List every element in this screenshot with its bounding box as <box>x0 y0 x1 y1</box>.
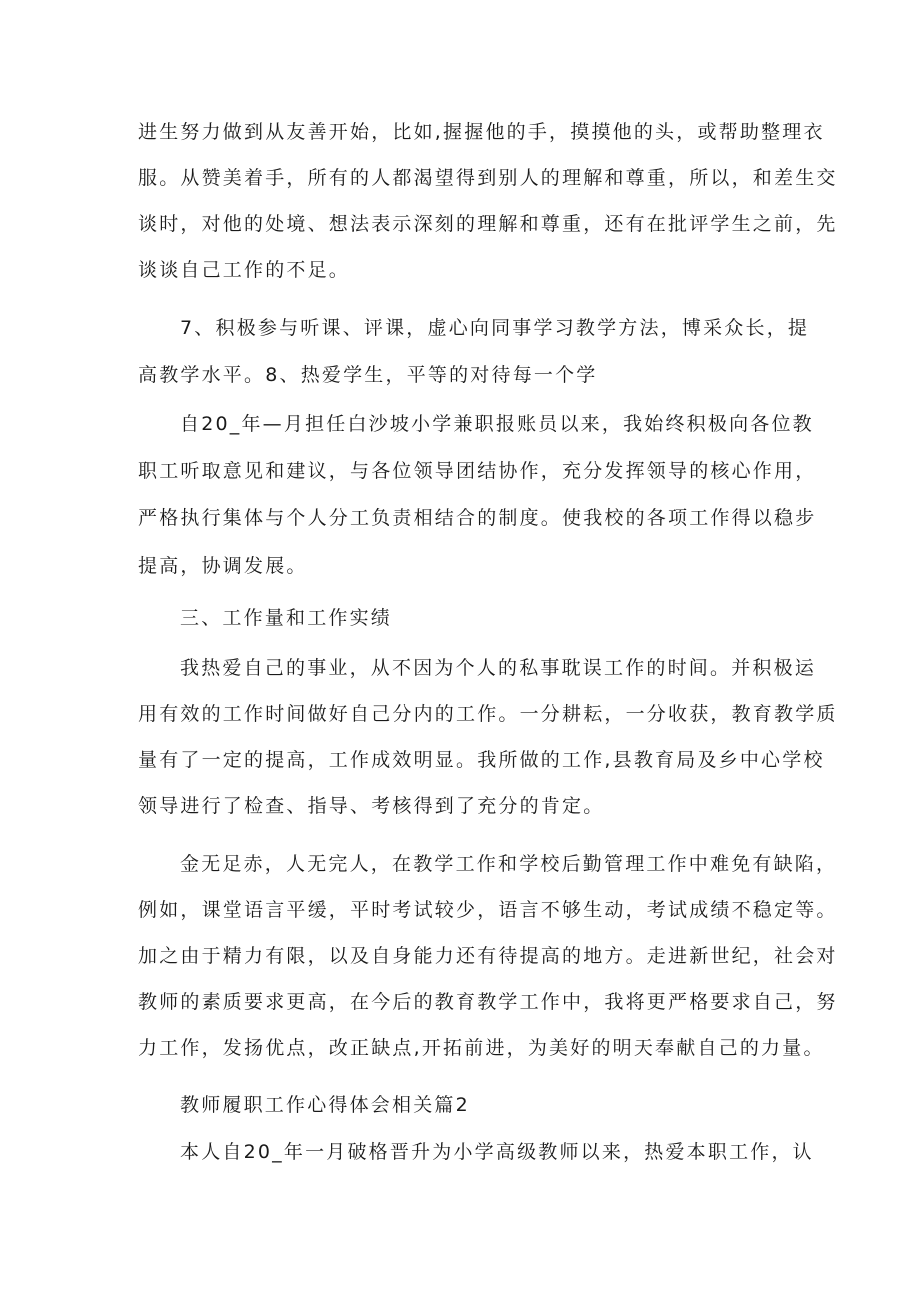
paragraph-line: 严格执行集体与个人分工负责相结合的制度。使我校的各项工作得以稳步 <box>138 507 817 529</box>
paragraph-line: 领导进行了检查、指导、考核得到了充分的肯定。 <box>138 795 605 817</box>
section-heading: 教师履职工作心得体会相关篇2 <box>180 1094 470 1116</box>
paragraph-line: 谈时，对他的处境、想法表示深刻的理解和尊重，还有在批评学生之前，先 <box>138 213 838 235</box>
paragraph-line: 进生努力做到从友善开始，比如,握握他的手，摸摸他的头，或帮助整理衣 <box>138 121 825 143</box>
paragraph-line: 提高，协调发展。 <box>138 555 308 577</box>
section-heading: 三、工作量和工作实绩 <box>180 607 393 629</box>
paragraph-line: 服。从赞美着手，所有的人都渴望得到别人的理解和尊重，所以，和差生交 <box>138 167 838 189</box>
paragraph-line: 谈谈自己工作的不足。 <box>138 259 351 281</box>
paragraph-line: 7、积极参与听课、评课，虚心向同事学习教学方法，博采众长，提 <box>180 317 810 339</box>
paragraph-line: 我热爱自己的事业，从不因为个人的私事耽误工作的时间。并积极运 <box>180 657 817 679</box>
paragraph-line: 高教学水平。8、热爱学生，平等的对待每一个学 <box>138 364 598 386</box>
paragraph-line: 职工听取意见和建议，与各位领导团结协作，充分发挥领导的核心作用， <box>138 460 817 482</box>
paragraph-line: 量有了一定的提高，工作成效明显。我所做的工作,县教育局及乡中心学校 <box>138 749 825 771</box>
paragraph-line: 自20_年—月担任白沙坡小学兼职报账员以来，我始终积极向各位教 <box>180 413 814 435</box>
paragraph-line: 教师的素质要求更高，在今后的教育教学工作中，我将更严格要求自己，努 <box>138 991 838 1013</box>
paragraph-line: 加之由于精力有限，以及自身能力还有待提高的地方。走进新世纪，社会对 <box>138 945 838 967</box>
paragraph-line: 金无足赤，人无完人，在教学工作和学校后勤管理工作中难免有缺陷， <box>180 853 838 875</box>
paragraph-line: 例如，课堂语言平缓，平时考试较少，语言不够生动，考试成绩不稳定等。 <box>138 899 838 921</box>
paragraph-line: 用有效的工作时间做好自己分内的工作。一分耕耘，一分收获，教育教学质 <box>138 703 838 725</box>
paragraph-line: 本人自20_年一月破格晋升为小学高级教师以来，热爱本职工作，认 <box>180 1141 814 1163</box>
paragraph-line: 力工作，发扬优点，改正缺点,开拓前进，为美好的明天奉献自己的力量。 <box>138 1037 825 1059</box>
